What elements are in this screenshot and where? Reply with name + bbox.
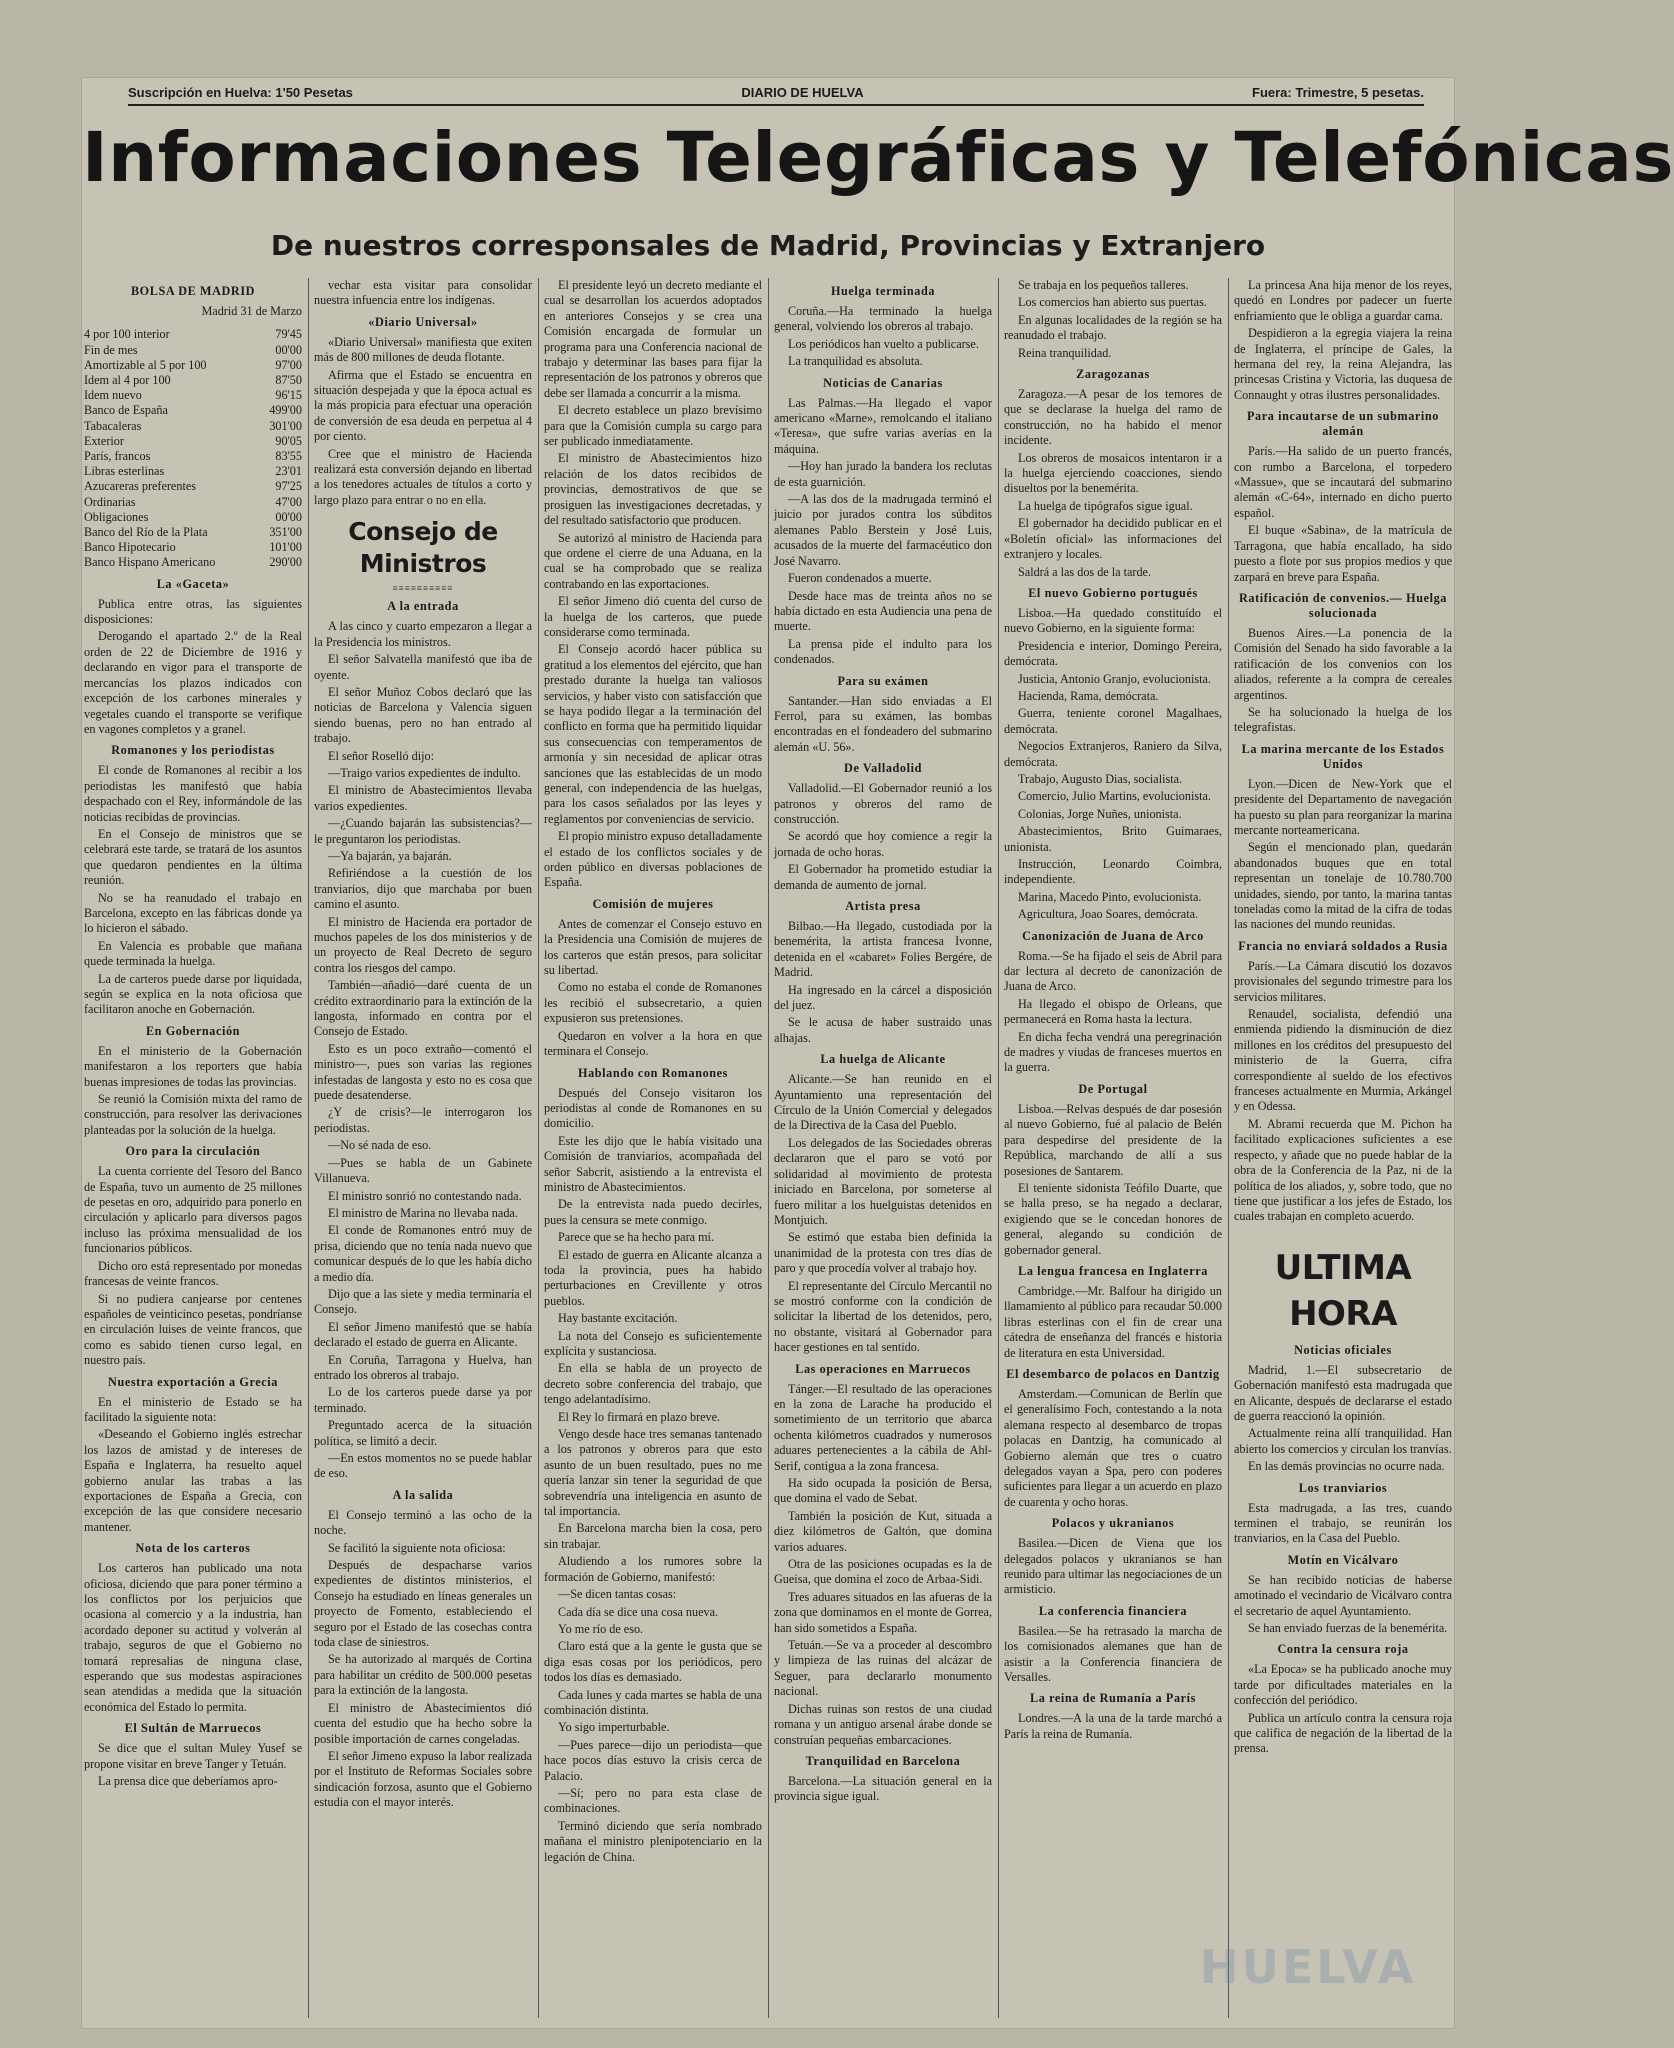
section-heading: Los tranviarios — [1298, 1480, 1388, 1495]
article-paragraph: También—añadió—daré cuenta de un crédito extraordinario para la extinción de la langosta, informado en contra por el Consejo de Estado. — [314, 978, 532, 1039]
article-paragraph: El buque «Sabina», de la matrícula de Tarragona, que había encallado, ha sido puesto a flote por sus propios medios y que zarpará en breve para España. — [1234, 523, 1452, 584]
stock-quote-row — [84, 388, 302, 403]
article-paragraph: Refiriéndose a la cuestión de los tranviarios, dijo que marchaba por buen camino el asunto. — [314, 866, 532, 912]
article-paragraph: Reina tranquilidad. — [1018, 345, 1112, 360]
section-heading: «Diario Universal» — [368, 314, 478, 329]
article-paragraph: Actualmente reina allí tranquilidad. Han abierto los comercios y circulan los tranvías. — [1234, 1426, 1452, 1456]
columns-area — [82, 278, 1454, 2028]
section-heading: Francia no enviará soldados a Rusia — [1238, 938, 1448, 953]
stock-name: Idem al 4 por 100 — [84, 373, 171, 388]
article-paragraph: ¿Y de crisis?—le interrogaron los periodistas. — [314, 1105, 532, 1135]
article-paragraph: El señor Jimeno dió cuenta del curso de la huelga de los carteros, que puede considerarse como terminada. — [544, 594, 762, 639]
article-paragraph: Los periódicos han vuelto a publicarse. — [788, 336, 979, 351]
article-paragraph: Esto es un poco extraño—comentó el ministro—, pues son varias las regiones infestadas de langosta y esto no es cosa que puede desatenderse. — [314, 1041, 532, 1103]
article-paragraph: En el ministerio de la Gobernación manifestaron a los reporters que había buenas impresiones de todas las provincias. — [84, 1043, 302, 1089]
article-paragraph: El señor Jimeno expuso la labor realizada por el Instituto de Reformas Sociales sobre sindicación forzosa, asunto que el Gobierno estudia con el mayor interés. — [314, 1748, 532, 1810]
sub-headline: De nuestros corresponsales de Madrid, Provincias y Extranjero — [270, 229, 1266, 262]
article-paragraph: Cada lunes y cada martes se habla de una combinación distinta. — [544, 1687, 762, 1717]
main-headline: Informaciones Telegráficas y Telefónicas — [82, 118, 1674, 198]
stock-quote-row — [84, 495, 302, 510]
article-paragraph: París.—Ha salido de un puerto francés, con rumbo a Barcelona, el torpedero «Massue», que se incautará del submarino alemán «C-64», internado en dicho puerto español. — [1234, 444, 1452, 520]
article-paragraph: —En estos momentos no se puede hablar de eso. — [314, 1451, 532, 1481]
section-heading: Para su exámen — [837, 673, 929, 688]
article-paragraph: Desde hace mas de treinta años no se había dictado en esta Audiencia una pena de muerte. — [774, 588, 992, 634]
section-heading: Noticias de Canarias — [823, 375, 943, 390]
article-paragraph: Zaragoza.—A pesar de los temores de que se declarase la huelga del ramo de construcción, no ha habido el menor incidente. — [1004, 387, 1222, 448]
article-paragraph: Valladolid.—El Gobernador reunió a los patronos y obreros del ramo de construcción. — [774, 781, 992, 826]
article-paragraph: Si no pudiera canjearse por centenes españoles de veinticinco pesetas, pondríanse en circulación luises de veinte francos, que como es sabido tienen curso legal, en nuestro país. — [84, 1291, 302, 1368]
article-paragraph: El señor Roselló dijo: — [328, 748, 434, 763]
article-paragraph: El señor Salvatella manifestó que iba de oyente. — [314, 652, 532, 682]
article-paragraph: Se autorizó al ministro de Hacienda para que ordene el cierre de una Aduana, en la cual se ha comprobado que se realiza contrabando en las exportaciones. — [544, 530, 762, 591]
article-paragraph: —Traigo varios expedientes de indulto. — [328, 765, 521, 780]
section-heading: Nota de los carteros — [135, 1541, 251, 1556]
article-paragraph: Hacienda, Rama, demócrata. — [1018, 688, 1159, 703]
article-paragraph: Bilbao.—Ha llegado, custodiada por la benemérita, la artista francesa Ivonne, detenida en el «cabaret» Folies Bergére, de Madrid. — [774, 919, 992, 980]
article-paragraph: El teniente sidonista Teófilo Duarte, que se halla preso, se ha negado a declarar, exigiendo que se le concedan honores de general, alegando su condición de gobernador general. — [1004, 1180, 1222, 1257]
stock-name: Fin de mes — [84, 342, 138, 357]
article-paragraph: M. Abrami recuerda que M. Pichon ha facilitado explicaciones suficientes a ese respecto, y añade que no puede hablar de la obra de la Conferencia de la Paz, ni de la política de los aliados, y, sobre todo, que no tiene que justificar a los jefes de Estado, los cuales trabajan en completo acuerdo. — [1234, 1116, 1452, 1224]
article-paragraph: «Diario Universal» manifiesta que exiten más de 800 millones de deuda flotante. — [314, 334, 532, 365]
section-heading: De Valladolid — [844, 761, 922, 776]
article-paragraph: Afirma que el Estado se encuentra en situación despejada y que la época actual es la más propicia para efectuar una operación de conversión de esa deuda en perpetua al 4 por ciento. — [314, 367, 532, 444]
article-paragraph: Como no estaba el conde de Romanones les recibió el subsecretario, a quien expusieron sus pretensiones. — [544, 980, 762, 1026]
article-paragraph: Cada día se dice una cosa nueva. — [558, 1604, 719, 1619]
article-paragraph: El ministro sonrió no contestando nada. — [328, 1188, 522, 1203]
stock-quote-row — [84, 479, 302, 494]
article-paragraph: En algunas localidades de la región se ha reanudado el trabajo. — [1004, 312, 1222, 343]
article-paragraph: Se han enviado fuerzas de la benemérita. — [1248, 1621, 1448, 1635]
section-heading: El Sultán de Marruecos — [124, 1721, 262, 1736]
article-paragraph: Dicho oro está representado por monedas francesas de veinte francos. — [84, 1258, 302, 1289]
section-title: Consejo de Ministros — [348, 517, 498, 579]
stock-name: Ordinarias — [84, 494, 136, 509]
article-paragraph: Dijo que a las siete y media terminaría el Consejo. — [314, 1286, 532, 1317]
article-paragraph: Ha llegado el obispo de Orleans, que permanecerá en Roma hasta la lectura. — [1004, 996, 1222, 1027]
stock-name: Banco del Río de la Plata — [84, 525, 208, 540]
article-paragraph: Este les dijo que le había visitado una Comisión de tranviarios, acompañada del señor Sabcrit, asistiendo a la entrevista el ministro de Abastecimientos. — [544, 1133, 762, 1194]
article-paragraph: Buenos Aires.—La ponencia de la Comisión del Senado ha sido favorable a la ratificación de los convenios con los aliados, referente a la compra de cereales argentinos. — [1234, 625, 1452, 702]
article-paragraph: «Deseando el Gobierno inglés estrechar los lazos de amistad y de intereses de España e Inglaterra, ha resuelto aquel gobierno anular las trabas a las exportaciones de España a Grecia, con excepción de las que considere necesario mantener. — [84, 1427, 302, 1534]
stock-name: Amortizable al 5 por 100 — [84, 357, 207, 372]
last-hour-title: ULTIMA HORA — [1274, 1247, 1412, 1334]
article-paragraph: El ministro de Hacienda era portador de muchos papeles de los dos ministerios y de un proyecto de Real Decreto de seguro contra los riesgos del campo. — [314, 914, 532, 975]
article-paragraph: La nota del Consejo es suficientemente explícita y sustanciosa. — [544, 1328, 762, 1358]
stock-name: Exterior — [84, 433, 124, 448]
section-heading: Motín en Vicálvaro — [1287, 1552, 1399, 1567]
article-paragraph: La de carteros puede darse por liquidada, según se explica en la nota oficiosa que facilitaron anoche en Gobernación. — [84, 971, 302, 1017]
article-paragraph: La princesa Ana hija menor de los reyes, quedó en Londres por padecer un fuerte enfriamiento que le obliga a guardar cama. — [1234, 278, 1452, 323]
column-divider — [998, 278, 999, 2018]
article-paragraph: Comercio, Julio Martins, evolucionista. — [1018, 789, 1211, 804]
stock-quote-row — [84, 434, 302, 449]
article-paragraph: Lo de los carteros puede darse ya por terminado. — [314, 1385, 532, 1415]
stock-price: 97'25 — [275, 479, 302, 494]
article-paragraph: Santander.—Han sido enviadas a El Ferrol, para su exámen, las bombas encontradas en el fondeadero del submarino alemán «U. 56». — [774, 693, 992, 754]
article-paragraph: El decreto establece un plazo brevísimo para que la Comisión cumpla su cargo para ser publicado inmediatamente. — [544, 403, 762, 449]
stock-name: Banco de España — [84, 403, 168, 418]
article-paragraph: El conde de Romanones al recibir a los periodistas les manifestó que había despachado con el Rey, informándole de las noticias recibidas de provincias. — [84, 763, 302, 824]
article-paragraph: El ministro de Abastecimientos llevaba varios expedientes. — [314, 783, 532, 813]
article-paragraph: Lyon.—Dicen de New-York que el presidente del Departamento de navegación ha puesto su plan para reorganizar la marina mercante norteamericana. — [1234, 776, 1452, 837]
article-paragraph: Los delegados de las Sociedades obreras declararon que el paro se votó por solidaridad al movimiento de protesta iniciado en Barcelona, por someterse al fuero militar a los huelguistas detenidos en Montjuich. — [774, 1135, 992, 1227]
section-heading: El nuevo Gobierno portugués — [1028, 585, 1198, 600]
column-5 — [1004, 278, 1222, 2028]
article-paragraph: Barcelona.—La situación general en la provincia sigue igual. — [774, 1773, 992, 1804]
section-heading: Huelga terminada — [830, 284, 936, 298]
section-heading: A la salida — [392, 1487, 454, 1502]
article-paragraph: A las cinco y cuarto empezaron a llegar a la Presidencia los ministros. — [314, 619, 532, 649]
stock-name: Azucareras preferentes — [84, 479, 196, 494]
article-paragraph: Basilea.—Se ha retrasado la marcha de los comisionados alemanes que han de asistir a la Conferencia financiera de Versalles. — [1004, 1623, 1222, 1685]
article-paragraph: Alicante.—Se han reunido en el Ayuntamiento una representación del Círculo de la Unión Comercial y delegados de la Directiva de la Casa del Pueblo. — [774, 1072, 992, 1133]
article-paragraph: Antes de comenzar el Consejo estuvo en la Presidencia una Comisión de mujeres de los carteros que están presos, para solicitar su libertad. — [544, 916, 762, 978]
column-divider — [308, 278, 309, 2018]
stock-price: 00'00 — [275, 509, 302, 524]
outside-price: Fuera: Trimestre, 5 pesetas. — [1252, 84, 1424, 100]
article-paragraph: Se dice que el sultan Muley Yusef se propone visitar en breve Tanger y Tetuán. — [84, 1741, 302, 1771]
archive-watermark: HUELVA — [1200, 1940, 1417, 1994]
stock-name: Idem nuevo — [84, 388, 142, 403]
article-paragraph: El Rey lo firmará en plazo breve. — [558, 1409, 721, 1424]
section-heading: Oro para la circulación — [125, 1144, 261, 1159]
decorative-rule: ≡≡≡≡≡≡≡≡≡≡ — [392, 583, 454, 594]
article-paragraph: Otra de las posiciones ocupadas es la de Gueisa, que domina el zoco de Arbaa-Sidi. — [774, 1557, 992, 1587]
article-paragraph: No se ha reanudado el trabajo en Barcelona, excepto en las fábricas donde ya lo hicieron el sábado. — [84, 890, 302, 936]
stock-price: 290'00 — [269, 555, 302, 570]
section-heading: De Portugal — [1078, 1081, 1148, 1096]
section-heading: Hablando con Romanones — [578, 1065, 728, 1080]
stock-name: Obligaciones — [84, 509, 149, 524]
article-paragraph: La huelga de tipógrafos sigue igual. — [1018, 498, 1193, 513]
article-paragraph: En las demás provincias no ocurre nada. — [1248, 1459, 1445, 1474]
article-paragraph: El Consejo terminó a las ocho de la noche. — [314, 1507, 532, 1538]
stock-quote-row — [84, 464, 302, 479]
section-heading: Nuestra exportación a Grecia — [108, 1374, 278, 1389]
article-paragraph: Marina, Macedo Pinto, evolucionista. — [1018, 889, 1202, 904]
article-paragraph: Fueron condenados a muerte. — [788, 571, 932, 586]
stock-quote-row — [84, 419, 302, 434]
column-1 — [84, 278, 302, 2028]
article-paragraph: Renaudel, socialista, defendió una enmienda pidiendo la disminución de diez millones en los créditos del presupuesto del ministerio de la Guerra, cifra correspondiente al sueldo de los efectivos franceses actualmente en Murmia, Arkángel y en Odessa. — [1234, 1007, 1452, 1114]
section-heading: Ratificación de convenios.— Huelga solucionada — [1239, 590, 1447, 620]
stock-name: París, francos — [84, 449, 151, 464]
page-header — [128, 82, 1424, 102]
article-paragraph: Lisboa.—Ha quedado constituído el nuevo Gobierno, en la siguiente forma: — [1004, 605, 1222, 636]
article-paragraph: El estado de guerra en Alicante alcanza a toda la provincia, pues ha habido perturbaciones en Crevillente y otros pueblos. — [544, 1247, 762, 1308]
section-heading: Tranquilidad en Barcelona — [805, 1753, 961, 1768]
article-paragraph: En dicha fecha vendrá una peregrinación de madres y viudas de franceses muertos en la guerra. — [1004, 1029, 1222, 1075]
article-paragraph: La cuenta corriente del Tesoro del Banco de España, tuvo un aumento de 25 millones de pesetas en oro, adquirido para ponerlo en circulación y aplicarlo para diversos pagos incluso las próxima mensualidad de los funcionarios públicos. — [84, 1164, 302, 1256]
article-paragraph: Los comercios han abierto sus puertas. — [1018, 295, 1207, 310]
article-paragraph: —No sé nada de eso. — [328, 1138, 432, 1153]
article-paragraph: En el Consejo de ministros que se celebrará este tarde, se tratará de los asuntos que quedaron pendientes en la última reunión. — [84, 826, 302, 888]
article-paragraph: «La Epoca» se ha publicado anoche muy tarde por dificultades materiales en la confección del periódico. — [1234, 1662, 1452, 1708]
stock-name: Banco Hipotecario — [84, 540, 176, 555]
stock-quote-row — [84, 358, 302, 373]
article-paragraph: Se facilitó la siguiente nota oficiosa: — [328, 1540, 506, 1555]
section-heading: En Gobernación — [145, 1023, 241, 1038]
article-paragraph: Aludiendo a los rumores sobre la formación de Gobierno, manifestó: — [544, 1554, 762, 1584]
article-paragraph: Saldrá a las dos de la tarde. — [1018, 564, 1151, 579]
article-paragraph: Roma.—Se ha fijado el seis de Abril para dar lectura al decreto de canonización de Juana de Arco. — [1004, 948, 1222, 994]
article-paragraph: En Valencia es probable que mañana quede terminada la huelga. — [84, 938, 302, 969]
article-paragraph: El ministro de Abastecimientos hizo relación de los datos recibidos de provincias, demostrativos de que se prosiguen las investigaciones decretadas, y del resultado satisfactorio que producen. — [544, 451, 762, 528]
article-paragraph: Amsterdam.—Comunican de Berlín que el generalísimo Foch, contestando a la nota alemana respecto al desembarco de tropas polacas en Dantzig, ha comunicado al Gobierno alemán que tres o cuatro delegados vayan a Spa, pero con poderes suficientes para llegar a un acuerdo en plazo de cuarenta y ocho horas. — [1004, 1386, 1222, 1509]
stock-price: 90'05 — [275, 433, 302, 448]
article-paragraph: —A las dos de la madrugada terminó el juicio por jurados contra los súbditos alemanes Pablo Berstein y José Luis, acusados de la muerte del farmacéutico don José Navarro. — [774, 492, 992, 568]
article-paragraph: Los carteros han publicado una nota oficiosa, diciendo que para poner término a los conflictos por los perjuicios que ocasiona al comercio y a la industria, han acordado deponer su actitud y volverán al trabajo, seguros de que el Gobierno no tomará represalias de ninguna clase, esperando que sus modestas aspiraciones sean atendidas a medida que la situación económica del Estado lo permita. — [84, 1561, 302, 1714]
article-paragraph: Justicia, Antonio Granjo, evolucionista. — [1018, 671, 1211, 686]
section-heading: Polacos y ukranianos — [1051, 1516, 1175, 1531]
article-paragraph: Londres.—A la una de la tarde marchó a París la reina de Rumanía. — [1004, 1711, 1222, 1741]
article-paragraph: París.—La Cámara discutió los dozavos provisionales del segundo trimestre para los servicios militares. — [1234, 958, 1452, 1004]
article-paragraph: —Hoy han jurado la bandera los reclutas de esta guarnición. — [774, 459, 992, 489]
article-paragraph: Presidencia e interior, Domingo Pereira, demócrata. — [1004, 638, 1222, 669]
section-heading: Zaragozanas — [1076, 367, 1150, 382]
stock-price: 00'00 — [275, 342, 302, 357]
column-divider — [538, 278, 539, 2018]
article-paragraph: También la posición de Kut, situada a diez kilómetros de Galtón, que domina varios aduares. — [774, 1508, 992, 1554]
article-paragraph: Madrid, 1.—El subsecretario de Gobernación manifestó esta madrugada que en Alicante, después de declararse el estado de guerra reaccionó la opinión. — [1234, 1362, 1452, 1423]
stock-quote-row — [84, 343, 302, 358]
article-paragraph: El representante del Círculo Mercantil no se mostró conforme con la condición de solicitar la libertad de los detenidos, pero, no obstante, visitará al Gobernador para hacer gestiones en tal sentido. — [774, 1278, 992, 1355]
article-paragraph: —Ya bajarán, ya bajarán. — [328, 848, 452, 863]
column-4 — [774, 278, 992, 2028]
article-paragraph: Trabajo, Augusto Dias, socialista. — [1018, 771, 1183, 786]
article-paragraph: Los obreros de mosaicos intentaron ir a la huelga ejerciendo coacciones, siendo disueltos por la benemérita. — [1004, 450, 1222, 496]
stock-quote-row — [84, 449, 302, 464]
article-paragraph: —Se dicen tantas cosas: — [558, 1587, 677, 1602]
article-paragraph: Se estimó que estaba bien definida la unanimidad de la protesta con tres días de paro y que procedía volver al trabajo hoy. — [774, 1230, 992, 1276]
article-paragraph: En ella se habla de un proyecto de decreto sobre conferencia del trabajo, que tengo adelantadísimo. — [544, 1361, 762, 1407]
article-paragraph: Se ha autorizado al marqués de Cortina para habilitar un crédito de 500.000 pesetas para la extinción de la langosta. — [314, 1652, 532, 1698]
article-paragraph: Tetuán.—Se va a proceder al descombro y limpieza de las ruinas del alcázar de Seguer, para declararlo monumento nacional. — [774, 1638, 992, 1699]
dateline: Madrid 31 de Marzo — [201, 304, 302, 318]
section-heading: Contra la censura roja — [1277, 1642, 1409, 1657]
article-paragraph: —Pues se habla de un Gabinete Villanueva. — [314, 1155, 532, 1186]
stock-quote-row — [84, 327, 302, 342]
stock-price: 96'15 — [275, 388, 302, 403]
stock-price: 87'50 — [275, 373, 302, 388]
stock-name: Banco Hispano Americano — [84, 555, 216, 570]
section-heading: La huelga de Alicante — [820, 1052, 946, 1067]
article-paragraph: Yo sigo imperturbable. — [558, 1720, 670, 1735]
article-paragraph: Se acordó que hoy comience a regir la jornada de ocho horas. — [774, 829, 992, 859]
stock-price: 79'45 — [275, 327, 302, 342]
article-paragraph: Según el mencionado plan, quedarán abandonados buques que en total representan un tonelaje de 10.780.700 unidades, siendo, por tanto, la marina tantas toneladas como la mitad de la cifra de todas las naciones del mundo reunidas. — [1234, 840, 1452, 932]
article-paragraph: Cree que el ministro de Hacienda realizará esta conversión dejando en libertad a los tenedores actuales de títulos a corto y largo plazo para entrar o no en ella. — [314, 446, 532, 507]
header-rule — [128, 104, 1424, 106]
article-paragraph: La prensa dice que deberíamos apro- — [98, 1774, 278, 1789]
article-paragraph: Agricultura, Joao Soares, demócrata. — [1018, 907, 1199, 922]
section-heading: Comisión de mujeres — [592, 896, 714, 911]
article-paragraph: En Coruña, Tarragona y Huelva, han entrado los obreros al trabajo. — [314, 1352, 532, 1382]
article-paragraph: Se reunió la Comisión mixta del ramo de construcción, para resolver las derivaciones planteadas por la solución de la huelga. — [84, 1092, 302, 1137]
stock-price: 23'01 — [275, 464, 302, 479]
article-paragraph: Las Palmas.—Ha llegado el vapor americano «Marne», remolcando el italiano «Teresa», que sufre varias averías en la máquina. — [774, 395, 992, 456]
stock-name: 4 por 100 interior — [84, 327, 170, 342]
article-paragraph: Publica un artículo contra la censura roja que califica de negación de la libertad de la prensa. — [1234, 1710, 1452, 1756]
article-paragraph: El propio ministro expuso detalladamente el estado de los conflictos sociales y de orden público en diversas poblaciones de España. — [544, 829, 762, 890]
article-paragraph: Lisboa.—Relvas después de dar posesión al nuevo Gobierno, fué al palacio de Belén para despedirse del presidente de la República, marchando de allí a sus posesiones de Santarem. — [1004, 1101, 1222, 1178]
stock-name: Libras esterlinas — [84, 464, 165, 479]
section-heading: El desembarco de polacos en Dantzig — [1006, 1366, 1220, 1381]
stock-price: 101'00 — [269, 540, 302, 555]
article-paragraph: Se trabaja en los pequeños talleres. — [1018, 278, 1189, 292]
article-paragraph: De la entrevista nada puedo decirles, pues la censura se mete conmigo. — [544, 1197, 762, 1227]
stock-price: 351'00 — [269, 525, 302, 540]
section-heading: Canonización de Juana de Arco — [1022, 928, 1204, 943]
section-heading: La marina mercante de los Estados Unidos — [1241, 741, 1445, 771]
column-divider — [1228, 278, 1229, 2018]
article-paragraph: Abastecimientos, Brito Guimaraes, unionista. — [1004, 824, 1222, 854]
article-paragraph: La tranquilidad es absoluta. — [788, 354, 923, 369]
section-heading: Las operaciones en Marruecos — [795, 1361, 971, 1376]
article-paragraph: Coruña.—Ha terminado la huelga general, volviendo los obreros al trabajo. — [774, 304, 992, 334]
article-paragraph: El presidente leyó un decreto mediante el cual se desarrollan los acuerdos adoptados en anteriores Consejos y se crea una Comisión encargada de formular un programa para una Conferencia nacional de trabajo y determinar las bases para fijar la representación de los patronos y obreros que debe ser llamada a concurrir a la misma. — [544, 278, 762, 400]
article-paragraph: Terminó diciendo que sería nombrado mañana el ministro plenipotenciario en la legación de China. — [544, 1818, 762, 1864]
stock-price: 83'55 — [275, 449, 302, 464]
section-heading: La conferencia financiera — [1038, 1603, 1188, 1618]
article-paragraph: Negocios Extranjeros, Raniero da Silva, demócrata. — [1004, 739, 1222, 769]
column-3 — [544, 278, 762, 2028]
article-paragraph: —¿Cuando bajarán las subsistencias?—le preguntaron los periodistas. — [314, 816, 532, 846]
section-heading: Noticias oficiales — [1294, 1342, 1392, 1357]
stock-quote-row — [84, 403, 302, 418]
section-heading: La reina de Rumanía a París — [1030, 1691, 1196, 1706]
article-paragraph: Se ha solucionado la huelga de los telegrafistas. — [1234, 704, 1452, 735]
stock-price: 301'00 — [269, 418, 302, 433]
article-paragraph: El Gobernador ha prometido estudiar la demanda de aumento de jornal. — [774, 862, 992, 892]
stock-quote-row — [84, 525, 302, 540]
article-paragraph: Basilea.—Dicen de Viena que los delegados polacos y ukranianos se han reunido para ultimar las negociaciones de un armisticio. — [1004, 1536, 1222, 1597]
article-paragraph: vechar esta visitar para consolidar nuestra infuencia entre los indígenas. — [314, 278, 532, 308]
article-paragraph: En Barcelona marcha bien la cosa, pero sin trabajar. — [544, 1521, 762, 1551]
subscription-price: Suscripción en Huelva: 1'50 Pesetas — [128, 84, 353, 100]
article-paragraph: El señor Jimeno manifestó que se había declarado el estado de guerra en Alicante. — [314, 1319, 532, 1350]
article-paragraph: Despidieron a la egregia viajera la reina de Inglaterra, el príncipe de Gales, la hermana del rey, la reina Alejandra, las princesas Cristina y Victoria, las duquesa de Connaught y otras ilustres personalidades. — [1234, 326, 1452, 402]
article-paragraph: Después de despacharse varios expedientes de distintos ministerios, el Consejo ha estudiado en líneas generales un proyecto de Fomento, estableciendo el seguro por el Estado de las cosechas contra toda clase de siniestros. — [314, 1558, 532, 1650]
article-paragraph: Hay bastante excitación. — [558, 1311, 678, 1326]
stock-quote-row — [84, 555, 302, 570]
article-paragraph: Después del Consejo visitaron los periodistas al conde de Romanones en su domicilio. — [544, 1085, 762, 1131]
article-paragraph: El señor Muñoz Cobos declaró que las noticias de Barcelona y Valencia siguen siendo buenas, pero no han entrado al trabajo. — [314, 684, 532, 746]
article-paragraph: Publica entre otras, las siguientes disposiciones: — [84, 596, 302, 627]
article-paragraph: Guerra, teniente coronel Magalhaes, demócrata. — [1004, 706, 1222, 736]
article-paragraph: Ha ingresado en la cárcel a disposición del juez. — [774, 982, 992, 1013]
article-paragraph: Derogando el apartado 2.º de la Real orden de 22 de Diciembre de 1916 y declarando en vigor para el transporte de mercancías los plazos indicados con excepción de los carbones minerales y vegetales cuando el transporte se verifique en vagones completos y a granel. — [84, 629, 302, 736]
article-paragraph: El gobernador ha decidido publicar en el «Boletín oficial» las informaciones del extranjero y locales. — [1004, 516, 1222, 562]
article-paragraph: En el ministerio de Estado se ha facilitado la siguiente nota: — [84, 1394, 302, 1424]
article-paragraph: Claro está que a la gente le gusta que se diga esas cosas por los periódicos, pero todos los días es demasiado. — [544, 1639, 762, 1685]
article-paragraph: —Sí; pero no para esta clase de combinaciones. — [544, 1785, 762, 1816]
section-heading: BOLSA DE MADRID — [130, 284, 256, 298]
section-heading: Artista presa — [845, 899, 921, 913]
section-heading: La lengua francesa en Inglaterra — [1018, 1263, 1208, 1278]
article-paragraph: Se han recibido noticias de haberse amotinado el vecindario de Vicálvaro contra el secretario de aquel Ayuntamiento. — [1234, 1572, 1452, 1618]
section-heading: Romanones y los periodistas — [111, 743, 275, 758]
stock-quote-row — [84, 373, 302, 388]
stock-price: 499'00 — [269, 403, 302, 418]
article-paragraph: Tánger.—El resultado de las operaciones en la zona de Larache ha producido el sometimiento de un territorio que abarca ochenta kilómetros cuadrados y numerosos aduares pertenecientes a la cábila de Ahl-Serif, contigua a la zona francesa. — [774, 1381, 992, 1473]
article-paragraph: Parece que se ha hecho para mí. — [558, 1230, 714, 1245]
article-paragraph: Quedaron en volver a la hora en que terminara el Consejo. — [544, 1028, 762, 1059]
section-heading: Para incautarse de un submarino alemán — [1247, 409, 1439, 439]
section-heading: A la entrada — [387, 599, 459, 614]
column-divider — [768, 278, 769, 2018]
column-2 — [314, 278, 532, 2028]
stock-quote-list — [84, 327, 302, 570]
column-6 — [1234, 278, 1452, 2028]
newspaper-name: DIARIO DE HUELVA — [741, 84, 864, 100]
article-paragraph: Preguntado acerca de la situación política, se limitó a decir. — [314, 1418, 532, 1448]
article-paragraph: Instrucción, Leonardo Coimbra, independiente. — [1004, 857, 1222, 887]
stock-quote-row — [84, 540, 302, 555]
article-paragraph: El conde de Romanones entró muy de prisa, diciendo que no tenía nada nuevo que comunicar después de lo que les había dicho a medio día. — [314, 1223, 532, 1284]
article-paragraph: Yo me río de eso. — [558, 1621, 644, 1636]
stock-price: 97'00 — [275, 357, 302, 372]
article-paragraph: El ministro de Marina no llevaba nada. — [328, 1205, 518, 1220]
stock-price: 47'00 — [275, 494, 302, 509]
article-paragraph: Ha sido ocupada la posición de Bersa, que domina el vado de Sebat. — [774, 1476, 992, 1506]
article-paragraph: Vengo desde hace tres semanas tantenado a los patronos y obreros para que esto asunto de un buen resultado, pues no me quería lanzar sin tener la seguridad de que sobrevendría una inteligencia en asunto de tal importancia. — [544, 1427, 762, 1519]
article-paragraph: Tres aduares situados en las afueras de la zona que dominamos en el monte de Gorrea, han sido sometidos a España. — [774, 1589, 992, 1635]
article-paragraph: El ministro de Abastecimientos dió cuenta del estudio que ha hecho sobre la posible importación de carnes congeladas. — [314, 1700, 532, 1746]
article-paragraph: —Pues parece—dijo un periodista—que hace pocos días estuvo la crisis cerca de Palacio. — [544, 1737, 762, 1783]
article-paragraph: La prensa pide el indulto para los condenados. — [774, 636, 992, 667]
newspaper-page — [82, 78, 1674, 2028]
article-paragraph: Dichas ruinas son restos de una ciudad romana y un antiguo arsenal árabe donde se construían pequeñas embarcaciones. — [774, 1701, 992, 1747]
article-paragraph: Esta madrugada, a las tres, cuando terminen el trabajo, se reunirán los tranviarios, en la Casa del Pueblo. — [1234, 1500, 1452, 1546]
stock-name: Tabacaleras — [84, 418, 142, 433]
article-paragraph: El Consejo acordó hacer pública su gratitud a los elementos del ejército, que han prestado durante la huelga tan valiosos servicios, y haber visto con satisfacción que se haya podido llegar a la terminación del conflicto en forma que ha permitido liquidar sus consecuencias con temperamentos de armonía y sin necesidad de aplicar otras sanciones que las establecidas de un modo general, con independencia de las huelgas, para los casos señalados por las leyes y reglamentos por conveniencias de servicio. — [544, 642, 762, 826]
article-paragraph: Colonias, Jorge Nuñes, unionista. — [1018, 806, 1182, 821]
section-heading: La «Gaceta» — [156, 576, 230, 591]
stock-quote-row — [84, 510, 302, 525]
article-paragraph: Cambridge.—Mr. Balfour ha dirigido un llamamiento al público para recaudar 50.000 libras esterlinas con el fin de crear una cátedra de enseñanza del francés e historia de literatura en esta Universidad. — [1004, 1283, 1222, 1360]
article-paragraph: Se le acusa de haber sustraido unas alhajas. — [774, 1015, 992, 1045]
